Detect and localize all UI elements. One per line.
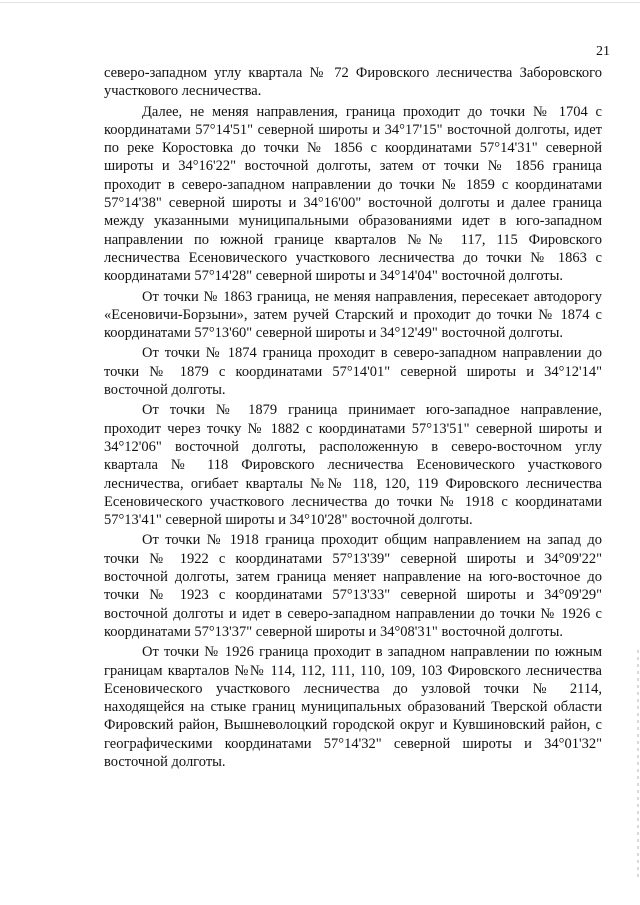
- paragraph-point-1874: От точки № 1874 граница проходит в северо-западном направлении до точки № 1879 с координатами 57°14'01" северной широты и 34°12'14" восточной долготы.: [104, 345, 602, 399]
- paragraph-point-1704: Далее, не меняя направления, граница проходит до точки № 1704 с координатами 57°14'51" северной широты и 34°17'15" восточной долготы, идет по реке Коростовка до точки № 1856 с координатами 57°14'31" северной широты и 34°16'22" восточной долготы, затем от точки № 1856 граница проходит в северо-западном направлении до точки № 1859 с координатами 57°14'38" северной широты и 34°16'00" восточной долготы и далее граница между указанными муниципальными образованиями идет в юго-западном направлении по южной границе кварталов №№ 117, 115 Фировского лесничества Есеновического участкового лесничества до точки № 1863 с координатами 57°14'28" северной широты и 34°14'04" восточной долготы.: [104, 103, 602, 285]
- paragraph-continuation: северо-западном углу квартала № 72 Фировского лесничества Заборовского участкового лесничества.: [104, 65, 602, 100]
- document-body: [104, 64, 602, 773]
- paragraph-point-1863: От точки № 1863 граница, не меняя направления, пересекает автодорогу «Есеновичи-Борзыни», затем ручей Старский и проходит до точки № 1874 с координатами 57°13'60" северной широты и 34°12'49" восточной долготы.: [104, 288, 602, 342]
- page-number: 21: [596, 44, 610, 59]
- paragraph-point-1918: От точки № 1918 граница проходит общим направлением на запад до точки № 1922 с координатами 57°13'39" северной широты и 34°09'22" восточной долготы, затем граница меняет направление на юго-восточное до точки № 1923 с координатами 57°13'33" северной широты и 34°09'29" восточной долготы и идет в северо-западном направлении до точки № 1926 с координатами 57°13'37" северной широты и 34°08'31" восточной долготы.: [104, 532, 602, 640]
- paragraph-point-1926: От точки № 1926 граница проходит в западном направлении по южным границам кварталов №№ 114, 112, 111, 110, 109, 103 Фировского лесничества Есеновического участкового лесничества до узловой точки № 2114, находящейся на стыке границ муниципальных образований Тверской области Фировский район, Вышневолоцкий городской округ и Кувшиновский район, с географическими координатами 57°14'32" северной широты и 34°01'32" восточной долготы.: [104, 644, 602, 770]
- paragraph-point-1879: От точки № 1879 граница принимает юго-западное направление, проходит через точку № 1882 с координатами 57°13'51" северной широты и 34°12'06" восточной долготы, расположенную в северо-восточном углу квартала № 118 Фировского лесничества Есеновического участкового лесничества, огибает кварталы №№ 118, 120, 119 Фировского лесничества Есеновического участкового лесничества до точки № 1918 с координатами 57°13'41" северной широты и 34°10'28" восточной долготы.: [104, 402, 602, 529]
- scan-edge-right: [637, 650, 639, 880]
- scan-edge-top: [0, 2, 640, 3]
